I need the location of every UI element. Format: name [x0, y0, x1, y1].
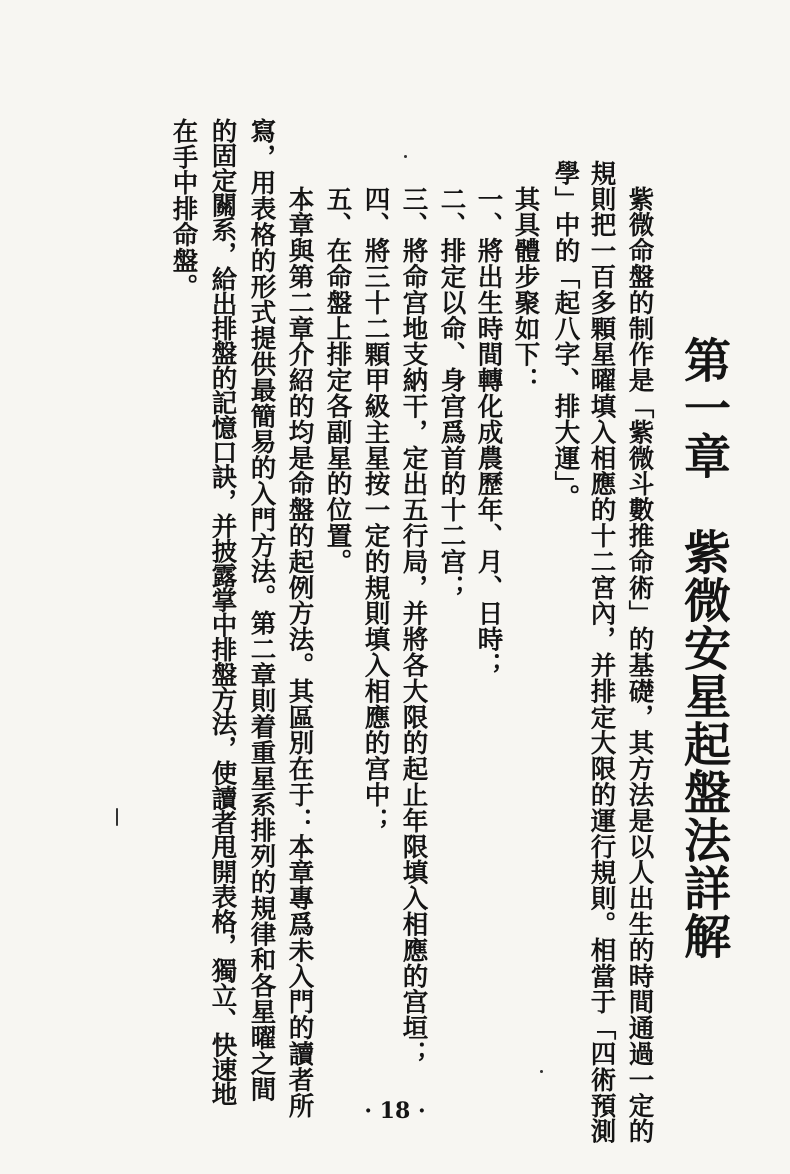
- text-line-4: 其具體步聚如下：: [510, 160, 541, 394]
- text-line-13: 在手中排命盤。: [168, 118, 199, 300]
- text-line-7: 三、將命宫地支納干，定出五行局，并將各大限的起止年限填入相應的宫垣；: [398, 160, 429, 1067]
- text-line-2: 規則把一百多顆星曜填入相應的十二宮內，并排定大限的運行規則。相當于「四術預測: [586, 160, 617, 1145]
- chapter-title: 第一章 紫微安星起盤法詳解: [676, 336, 731, 960]
- page-number: · 18 ·: [364, 1098, 426, 1124]
- text-line-8: 四、將三十二顆甲級主星按一定的規則填入相應的宫中；: [360, 160, 391, 834]
- text-line-11: 寫，用表格的形式提供最簡易的入門方法。第二章則着重星系排列的規律和各星曜之間: [246, 118, 277, 1103]
- text-line-3: 學」中的「起八字、排大運」。: [550, 160, 581, 510]
- text-line-5: 一、將出生時間轉化成農歷年、月、日時；: [473, 160, 504, 678]
- scan-speck: [116, 808, 118, 826]
- text-line-10: 本章與第二章介紹的均是命盤的起例方法。其區別在于：本章專爲未入門的讀者所: [284, 160, 315, 1119]
- text-line-12: 的固定關系，給出排盤的記憶口訣，并披露掌中排盤方法，使讀者甩開表格，獨立、快速地: [207, 118, 238, 1107]
- text-line-9: 五、在命盤上排定各副星的位置。: [322, 160, 353, 575]
- scan-speck: [404, 155, 407, 158]
- text-line-1: 紫微命盤的制作是「紫微斗數推命術」的基礎，其方法是以人出生的時間通過一定的: [624, 160, 655, 1145]
- text-line-6: 二、排定以命、身宫爲首的十二宫；: [436, 160, 467, 601]
- scan-speck: [540, 1070, 543, 1073]
